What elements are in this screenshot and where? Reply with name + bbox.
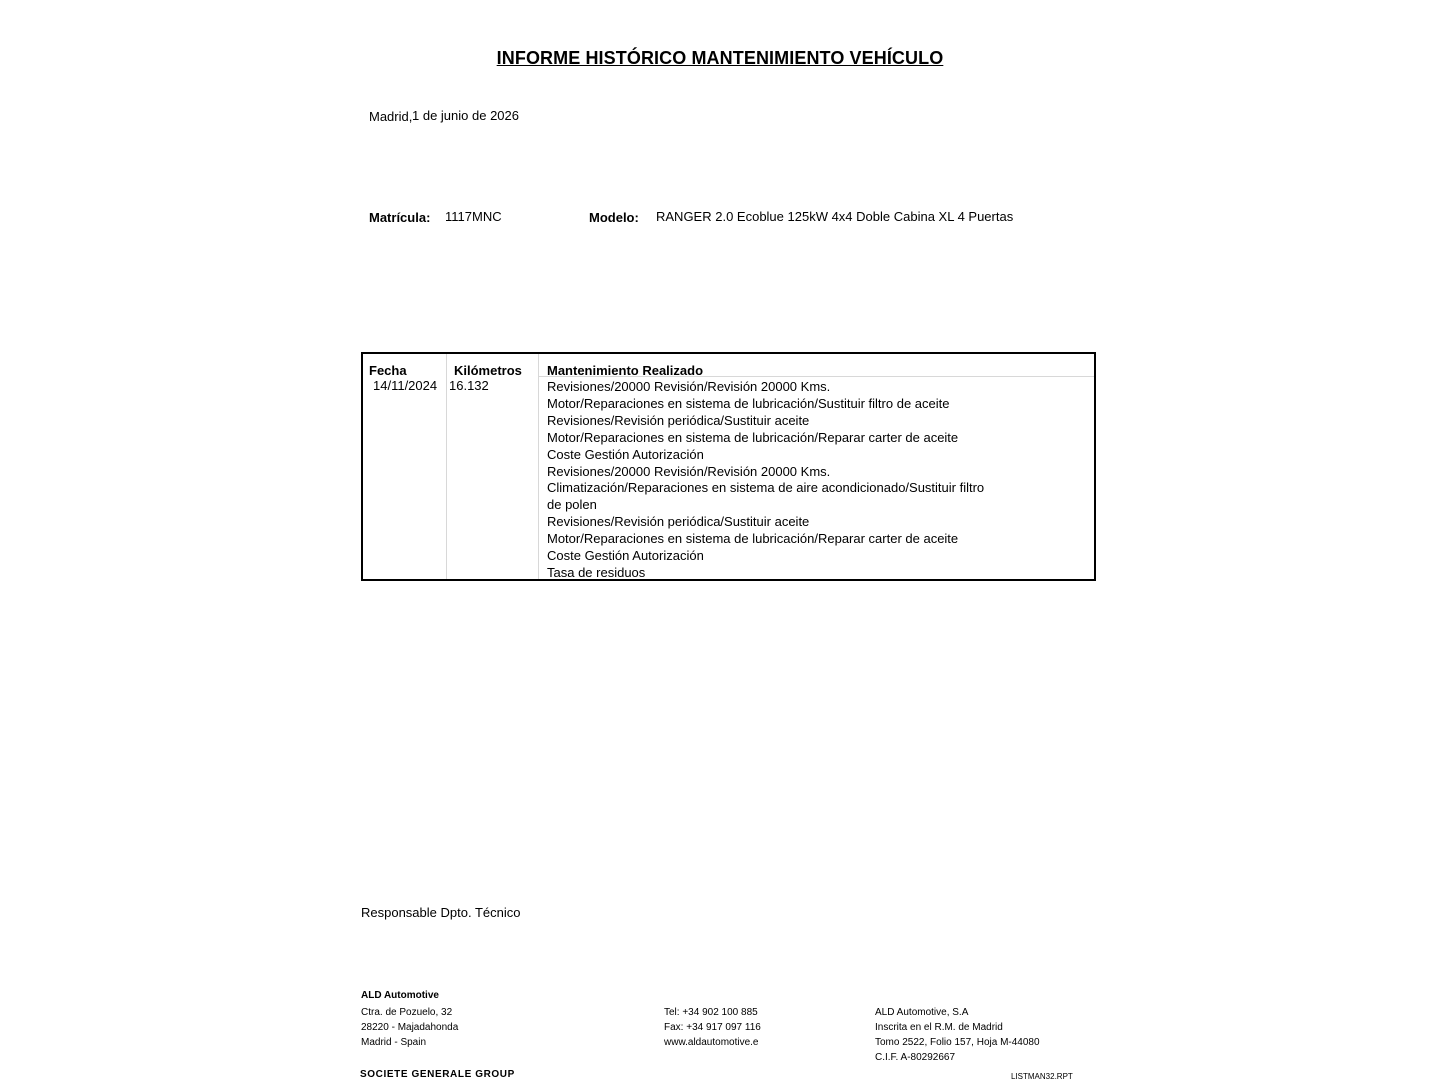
- row-fecha: 14/11/2024: [373, 378, 438, 393]
- footer-fax: Fax: +34 917 097 116: [664, 1022, 761, 1033]
- list-item: Revisiones/Revisión periódica/Sustituir aceite: [547, 514, 810, 530]
- header-mantenimiento: Mantenimiento Realizado: [547, 363, 704, 378]
- column-divider: [446, 354, 447, 579]
- list-item: Coste Gestión Autorización: [547, 548, 704, 564]
- list-item: Revisiones/Revisión periódica/Sustituir aceite: [547, 412, 810, 428]
- footer-address: [361, 1005, 458, 1050]
- header-kilometros: Kilómetros: [454, 363, 522, 378]
- plate-value: 1117MNC: [445, 209, 502, 224]
- row-kilometros: 16.132: [449, 378, 489, 393]
- list-item: Motor/Reparaciones en sistema de lubricación/Sustituir filtro de aceite: [547, 395, 950, 411]
- list-item: Tasa de residuos: [547, 564, 646, 580]
- model-label: Modelo:: [589, 210, 639, 225]
- footer-legal-line: Inscrita en el R.M. de Madrid: [875, 1022, 1003, 1033]
- footer-company: ALD Automotive: [361, 990, 439, 1001]
- document-date: 1 de junio de 2026: [412, 108, 519, 123]
- footer-legal-line: C.I.F. A-80292667: [875, 1052, 956, 1063]
- list-item: Climatización/Reparaciones en sistema de aire acondicionado/Sustituir filtro de polen: [547, 480, 985, 513]
- plate-label: Matrícula:: [369, 210, 431, 225]
- list-item: Motor/Reparaciones en sistema de lubricación/Reparar carter de aceite: [547, 429, 959, 445]
- model-value: RANGER 2.0 Ecoblue 125kW 4x4 Doble Cabina XL 4 Puertas: [656, 209, 1014, 224]
- list-item: Coste Gestión Autorización: [547, 446, 704, 462]
- document-place: Madrid,: [369, 109, 413, 124]
- footer-legal: [875, 1005, 1040, 1065]
- footer-address-line: Ctra. de Pozuelo, 32: [361, 1007, 453, 1018]
- footer-legal-line: Tomo 2522, Folio 157, Hoja M-44080: [875, 1037, 1040, 1048]
- footer-legal-line: ALD Automotive, S.A: [875, 1007, 969, 1018]
- document-title: INFORME HISTÓRICO MANTENIMIENTO VEHÍCULO: [496, 48, 944, 68]
- list-item: Motor/Reparaciones en sistema de lubricación/Reparar carter de aceite: [547, 531, 959, 547]
- footer-tel: Tel: +34 902 100 885: [664, 1007, 758, 1018]
- footer-contact: [664, 1005, 761, 1050]
- footer-web-link[interactable]: www.aldautomotive.e: [664, 1037, 759, 1048]
- footer-address-line: 28220 - Majadahonda: [361, 1022, 459, 1033]
- signature-label: Responsable Dpto. Técnico: [361, 905, 521, 920]
- maintenance-list: [547, 379, 997, 582]
- header-fecha: Fecha: [369, 363, 407, 378]
- footer-group-logo: SOCIETE GENERALE GROUP: [360, 1069, 515, 1080]
- list-item: Revisiones/20000 Revisión/Revisión 20000 Kms.: [547, 463, 831, 479]
- report-code: LISTMAN32.RPT: [1011, 1072, 1073, 1081]
- list-item: Revisiones/20000 Revisión/Revisión 20000 Kms.: [547, 379, 831, 394]
- column-divider: [538, 354, 539, 579]
- maintenance-table: [361, 352, 1096, 581]
- footer-address-line: Madrid - Spain: [361, 1037, 427, 1048]
